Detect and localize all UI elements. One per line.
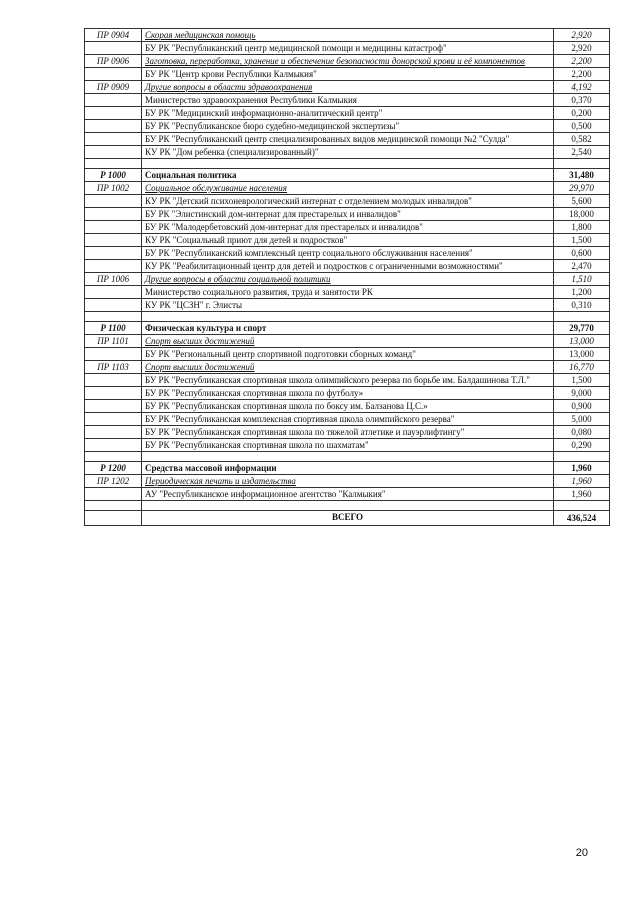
- table-row: [85, 322, 610, 335]
- row-description: БУ РК "Центр крови Республики Калмыкия": [142, 68, 554, 81]
- row-description: КУ РК "Дом ребенка (специализированный)": [142, 146, 554, 159]
- row-description: Средства массовой информации: [142, 462, 554, 475]
- table-row: [85, 107, 610, 120]
- section-code: [85, 247, 142, 260]
- row-amount: 4,192: [554, 81, 610, 94]
- row-description: Другие вопросы в области социальной политики: [142, 273, 554, 286]
- section-code: [85, 439, 142, 452]
- row-amount: 0,600: [554, 247, 610, 260]
- row-description: Социальная политика: [142, 169, 554, 182]
- row-description: Другие вопросы в области здравоохранения: [142, 81, 554, 94]
- table-row: [85, 374, 610, 387]
- section-code: [85, 299, 142, 312]
- table-row: [85, 94, 610, 107]
- row-description: Министерство социального развития, труда и занятости РК: [142, 286, 554, 299]
- section-code: ПР 1103: [85, 361, 142, 374]
- section-code: [85, 374, 142, 387]
- section-code: [85, 133, 142, 146]
- row-description: БУ РК "Республиканская спортивная школа по шахматам": [142, 439, 554, 452]
- table-row: [85, 387, 610, 400]
- row-description: [142, 159, 554, 169]
- row-description: БУ РК "Республиканская комплексная спортивная школа олимпийского резерва": [142, 413, 554, 426]
- row-description: БУ РК "Элистинский дом-интернат для престарелых и инвалидов": [142, 208, 554, 221]
- row-description: БУ РК "Республиканская спортивная школа олимпийского резерва по борьбе им. Балдашинова Т.Л.": [142, 374, 554, 387]
- row-description: Периодическая печать и издательства: [142, 475, 554, 488]
- table-row: [85, 488, 610, 501]
- row-description: КУ РК "Реабилитационный центр для детей и подростков с ограниченными возможностями": [142, 260, 554, 273]
- section-code: [85, 387, 142, 400]
- row-description: БУ РК "Республиканское бюро судебно-медицинской экспертизы": [142, 120, 554, 133]
- row-description: Заготовка, переработка, хранение и обеспечение безопасности донорской крови и её компонентов: [142, 55, 554, 68]
- table-row: [85, 29, 610, 42]
- row-amount: [554, 452, 610, 462]
- row-amount: 18,000: [554, 208, 610, 221]
- table-row: [85, 68, 610, 81]
- section-code: [85, 94, 142, 107]
- section-code: ПР 1101: [85, 335, 142, 348]
- section-code: Р 1200: [85, 462, 142, 475]
- row-description: БУ РК "Республиканская спортивная школа по боксу им. Балзанова Ц.С.»: [142, 400, 554, 413]
- row-amount: [554, 501, 610, 511]
- section-code: [85, 511, 142, 526]
- row-amount: [554, 312, 610, 322]
- row-amount: 1,200: [554, 286, 610, 299]
- table-row: [85, 159, 610, 169]
- row-amount: 0,310: [554, 299, 610, 312]
- section-code: [85, 488, 142, 501]
- section-code: [85, 68, 142, 81]
- table-row: [85, 511, 610, 526]
- row-amount: 1,500: [554, 374, 610, 387]
- section-code: Р 1100: [85, 322, 142, 335]
- table-row: [85, 475, 610, 488]
- row-amount: 0,080: [554, 426, 610, 439]
- row-description: ВСЕГО: [142, 511, 554, 526]
- table-row: [85, 208, 610, 221]
- table-row: [85, 81, 610, 94]
- table-row: [85, 452, 610, 462]
- row-amount: 1,960: [554, 488, 610, 501]
- row-amount: 0,200: [554, 107, 610, 120]
- row-description: Спорт высших достижений: [142, 335, 554, 348]
- row-amount: 2,470: [554, 260, 610, 273]
- section-code: ПР 0909: [85, 81, 142, 94]
- row-amount: 13,000: [554, 335, 610, 348]
- section-code: [85, 426, 142, 439]
- row-amount: [554, 159, 610, 169]
- section-code: [85, 195, 142, 208]
- section-code: [85, 120, 142, 133]
- row-amount: 0,582: [554, 133, 610, 146]
- row-description: БУ РК "Региональный центр спортивной подготовки сборных команд": [142, 348, 554, 361]
- section-code: [85, 146, 142, 159]
- section-code: [85, 501, 142, 511]
- row-amount: 436,524: [554, 511, 610, 526]
- section-code: [85, 286, 142, 299]
- row-description: Министерство здравоохранения Республики Калмыкия: [142, 94, 554, 107]
- budget-table: [84, 28, 610, 526]
- row-amount: 2,540: [554, 146, 610, 159]
- row-amount: 1,510: [554, 273, 610, 286]
- section-code: [85, 348, 142, 361]
- section-code: ПР 0904: [85, 29, 142, 42]
- row-description: КУ РК "ЦСЗН" г. Элисты: [142, 299, 554, 312]
- row-amount: 1,500: [554, 234, 610, 247]
- row-amount: 0,500: [554, 120, 610, 133]
- row-description: Скорая медицинская помощь: [142, 29, 554, 42]
- row-description: Физическая культура и спорт: [142, 322, 554, 335]
- row-amount: 1,960: [554, 462, 610, 475]
- row-amount: 29,770: [554, 322, 610, 335]
- row-amount: 16,770: [554, 361, 610, 374]
- table-row: [85, 501, 610, 511]
- section-code: [85, 159, 142, 169]
- table-row: [85, 247, 610, 260]
- section-code: [85, 208, 142, 221]
- row-amount: 0,370: [554, 94, 610, 107]
- row-description: [142, 312, 554, 322]
- section-code: [85, 452, 142, 462]
- table-row: [85, 348, 610, 361]
- row-description: БУ РК "Малодербетовский дом-интернат для престарелых и инвалидов": [142, 221, 554, 234]
- section-code: [85, 260, 142, 273]
- table-row: [85, 413, 610, 426]
- section-code: [85, 413, 142, 426]
- table-row: [85, 234, 610, 247]
- section-code: [85, 221, 142, 234]
- row-description: Спорт высших достижений: [142, 361, 554, 374]
- row-description: БУ РК "Республиканский комплексный центр социального обслуживания населения": [142, 247, 554, 260]
- section-code: ПР 0906: [85, 55, 142, 68]
- section-code: [85, 400, 142, 413]
- table-row: [85, 299, 610, 312]
- row-description: БУ РК "Республиканская спортивная школа по футболу»: [142, 387, 554, 400]
- row-description: АУ "Республиканское информационное агентство "Калмыкия": [142, 488, 554, 501]
- row-amount: 2,200: [554, 55, 610, 68]
- table-row: [85, 426, 610, 439]
- row-description: [142, 501, 554, 511]
- table-row: [85, 133, 610, 146]
- row-amount: 2,200: [554, 68, 610, 81]
- table-row: [85, 260, 610, 273]
- row-description: БУ РК "Республиканская спортивная школа по тяжелой атлетике и пауэрлифтингу": [142, 426, 554, 439]
- row-amount: 5,600: [554, 195, 610, 208]
- row-amount: 5,000: [554, 413, 610, 426]
- table-row: [85, 146, 610, 159]
- table-row: [85, 361, 610, 374]
- page-number: 20: [575, 847, 588, 859]
- row-amount: 0,900: [554, 400, 610, 413]
- row-amount: 1,800: [554, 221, 610, 234]
- row-description: КУ РК "Социальный приют для детей и подростков": [142, 234, 554, 247]
- table-row: [85, 439, 610, 452]
- table-row: [85, 335, 610, 348]
- section-code: ПР 1006: [85, 273, 142, 286]
- table-row: [85, 195, 610, 208]
- table-row: [85, 120, 610, 133]
- row-description: БУ РК "Республиканский центр медицинской помощи и медицины катастроф": [142, 42, 554, 55]
- row-amount: 0,290: [554, 439, 610, 452]
- row-amount: 31,480: [554, 169, 610, 182]
- table-row: [85, 462, 610, 475]
- section-code: Р 1000: [85, 169, 142, 182]
- section-code: [85, 312, 142, 322]
- table-row: [85, 286, 610, 299]
- section-code: [85, 42, 142, 55]
- table-row: [85, 400, 610, 413]
- table-row: [85, 312, 610, 322]
- row-description: БУ РК "Медицинский информационно-аналитический центр": [142, 107, 554, 120]
- section-code: ПР 1202: [85, 475, 142, 488]
- row-amount: 2,920: [554, 42, 610, 55]
- row-description: КУ РК "Детский психоневрологический интернат с отделением молодых инвалидов": [142, 195, 554, 208]
- table-row: [85, 273, 610, 286]
- table-row: [85, 42, 610, 55]
- row-description: Социальное обслуживание населения: [142, 182, 554, 195]
- table-body: [85, 29, 610, 526]
- row-amount: 13,000: [554, 348, 610, 361]
- row-amount: 2,920: [554, 29, 610, 42]
- row-description: БУ РК "Республиканский центр специализированных видов медицинской помощи №2 "Сулда": [142, 133, 554, 146]
- row-amount: 29,970: [554, 182, 610, 195]
- section-code: ПР 1002: [85, 182, 142, 195]
- section-code: [85, 234, 142, 247]
- section-code: [85, 107, 142, 120]
- row-amount: 9,000: [554, 387, 610, 400]
- table-row: [85, 55, 610, 68]
- row-description: [142, 452, 554, 462]
- table-row: [85, 221, 610, 234]
- table-row: [85, 169, 610, 182]
- table-row: [85, 182, 610, 195]
- row-amount: 1,960: [554, 475, 610, 488]
